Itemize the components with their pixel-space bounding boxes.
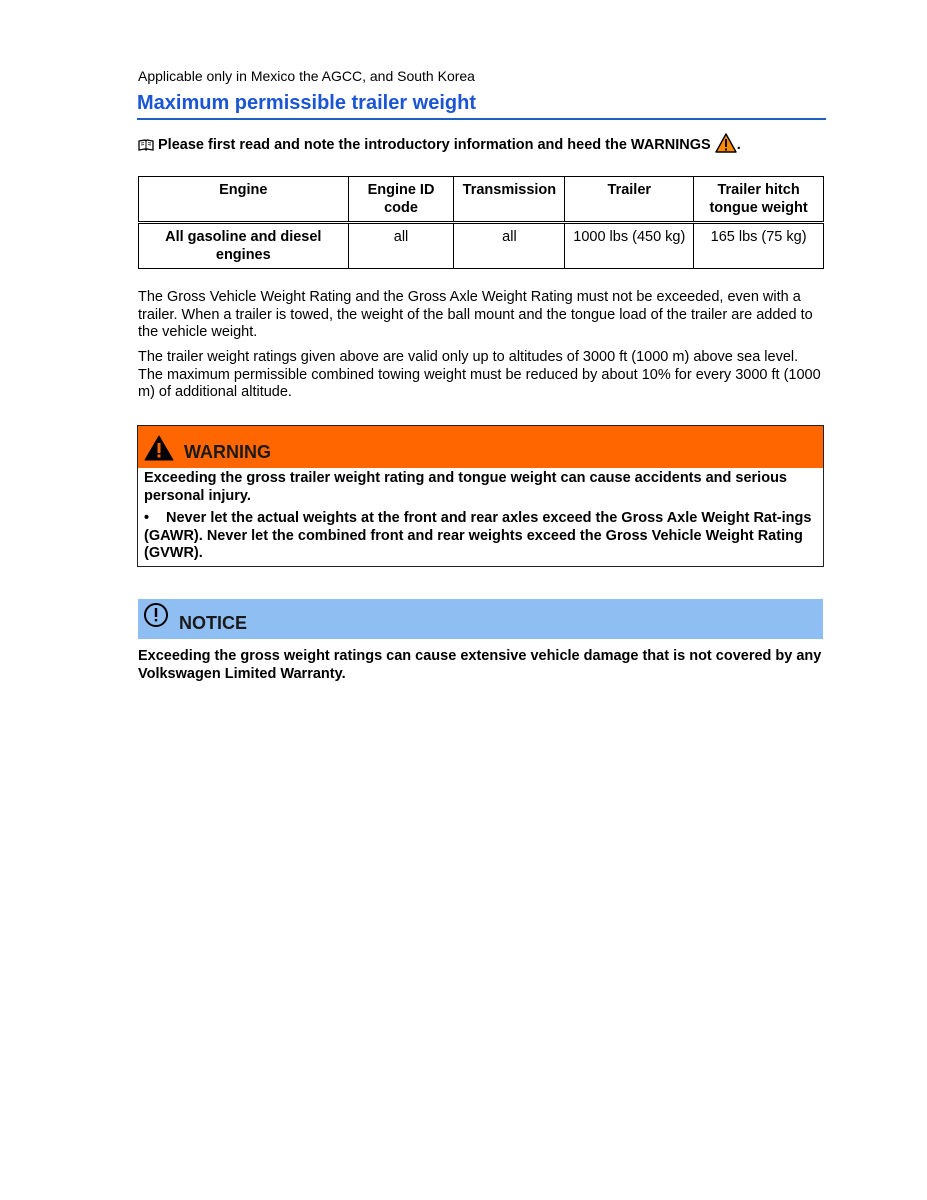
column-header: Transmission [454, 177, 565, 223]
table-cell: 1000 lbs (450 kg) [565, 223, 694, 269]
intro-line [138, 133, 741, 157]
page-title: Maximum permissible trailer weight [137, 92, 476, 114]
column-header: Engine [139, 177, 349, 223]
notice-header [138, 599, 823, 639]
applicability-note: Applicable only in Mexico the AGCC, and South Korea [138, 68, 475, 84]
table-cell: all [454, 223, 565, 269]
book-icon [138, 139, 154, 151]
table-cell: 165 lbs (75 kg) [694, 223, 824, 269]
warning-text: Exceeding the gross trailer weight rating and tongue weight can cause accidents and serious personal injury. [144, 470, 787, 504]
title-section [137, 92, 826, 120]
table-cell: All gasoline and diesel engines [139, 223, 349, 269]
column-header: Engine ID code [348, 177, 454, 223]
warning-box [137, 425, 824, 567]
intro-end: . [736, 137, 741, 153]
table-row [139, 223, 824, 269]
table-cell: all [348, 223, 454, 269]
notice-text: Exceeding the gross weight ratings can cause extensive vehicle damage that is not covered by any Volkswagen Limited Warranty. [138, 648, 822, 682]
body-paragraph: The trailer weight ratings given above are valid only up to altitudes of 3000 ft (1000 m) above sea level. The maximum permissible combined towing weight must be reduced by about 10% for every 3000 ft (1000 m) of additional altitude. [138, 349, 821, 400]
trailer-weight-table [138, 176, 824, 269]
intro-text: Please first read and note the introductory information and heed the WARNINGS [158, 137, 711, 153]
warning-bullet [144, 510, 817, 563]
table-header-row [139, 177, 824, 223]
warning-triangle-icon [715, 133, 737, 153]
bullet-symbol: • [144, 510, 150, 526]
body-paragraph: The Gross Vehicle Weight Rating and the Gross Axle Weight Rating must not be exceeded, even with a trailer. When a trailer is towed, the weight of the ball mount and the tongue load of the trailer are added to the vehicle weight. [138, 289, 813, 340]
warning-label: WARNING [184, 441, 271, 462]
warning-header [138, 426, 823, 468]
column-header: Trailer hitch tongue weight [694, 177, 824, 223]
column-header: Trailer [565, 177, 694, 223]
warning-bullet-text: Never let the actual weights at the front and rear axles exceed the Gross Axle Weight Rat-ings (GAWR). Never let the combined front and rear weights exceed the Gross Vehicle Weight Rating (GVWR). [144, 510, 812, 561]
notice-label: NOTICE [179, 612, 248, 633]
notice-icon [143, 602, 169, 628]
warning-icon [144, 435, 174, 461]
warning-body [138, 468, 823, 566]
